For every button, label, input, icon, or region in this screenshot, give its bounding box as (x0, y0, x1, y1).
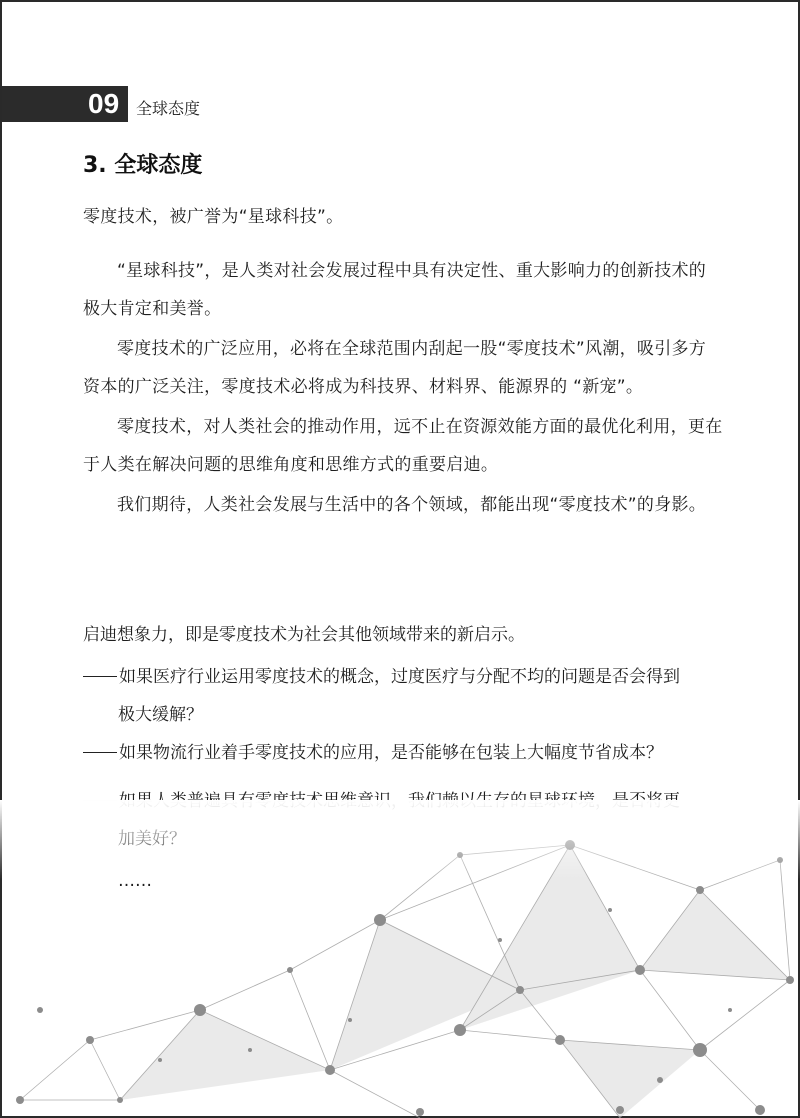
question-item (83, 734, 733, 772)
question-text: 如果医疗行业运用零度技术的概念，过度医疗与分配不均的问题是否会得到 (119, 667, 680, 687)
question-item (83, 658, 733, 696)
paragraph-intro: 零度技术，被广誉为“星球科技”。 (83, 207, 344, 227)
section-title: 3. 全球态度 (83, 153, 203, 178)
inspiration-intro: 启迪想象力，即是零度技术为社会其他领域带来的新启示。 (83, 625, 525, 645)
paragraph-planet-tech: “星球科技”，是人类对社会发展过程中具有决定性、重大影响力的创新技术的极大肯定和美誉。 (83, 261, 707, 319)
dash-mark (83, 752, 117, 753)
paragraph-expectation: 我们期待，人类社会发展与生活中的各个领域，都能出现“零度技术”的身影。 (117, 495, 707, 515)
dash-mark (83, 676, 117, 677)
question-continuation: 极大缓解？ (118, 705, 203, 725)
network-background-graphic (0, 800, 800, 1118)
paragraph-social-impact: 零度技术，对人类社会的推动作用，远不止在资源效能方面的最优化利用，更在于人类在解决问题的思维角度和思维方式的重要启迪。 (83, 417, 723, 475)
paragraph-wide-application: 零度技术的广泛应用，必将在全球范围内刮起一股“零度技术”风潮，吸引多方资本的广泛关注，零度技术必将成为科技界、材料界、能源界的 “新宠”。 (83, 339, 707, 397)
chapter-number: 09 (88, 88, 120, 119)
chapter-title: 全球态度 (136, 99, 201, 118)
question-text: 如果物流行业着手零度技术的应用，是否能够在包装上大幅度节省成本？ (119, 743, 663, 763)
